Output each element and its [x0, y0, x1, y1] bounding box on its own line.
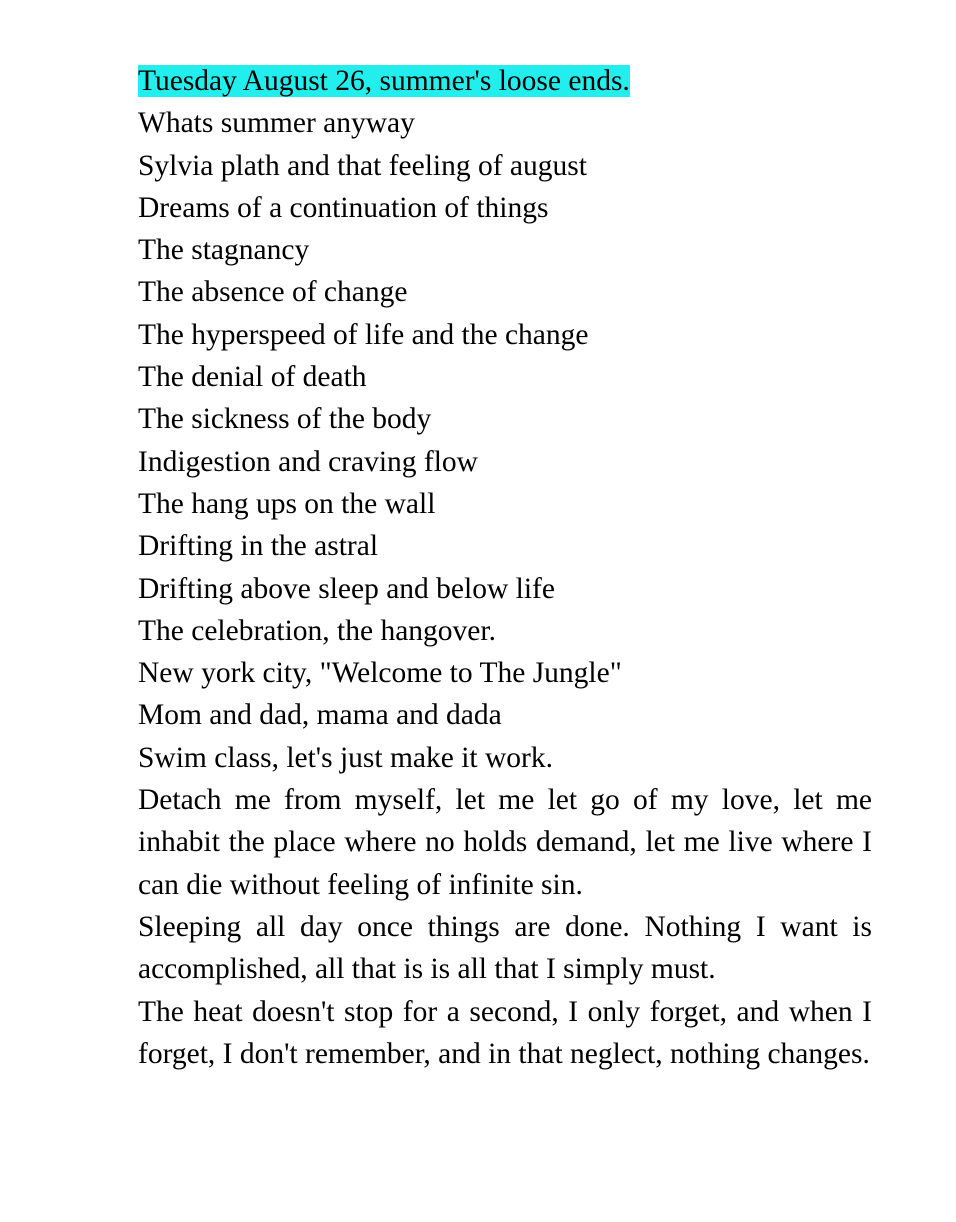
- poem-line: Dreams of a continuation of things: [138, 191, 549, 224]
- poem-line: Sylvia plath and that feeling of august: [138, 149, 587, 182]
- paragraph: The heat doesn't stop for a second, I only forget, and when I forget, I don't remember, and in that neglect, nothing changes.: [138, 995, 872, 1070]
- highlighted-title-line: [138, 60, 872, 102]
- poem-line: The celebration, the hangover.: [138, 614, 496, 647]
- document-title: Tuesday August 26, summer's loose ends.: [138, 65, 630, 97]
- poem-line: Drifting in the astral: [138, 530, 379, 563]
- poem-line: Indigestion and craving flow: [138, 445, 478, 478]
- paragraph: Detach me from myself, let me let go of my love, let me inhabit the place where no holds demand, let me live where I can die without feeling of infinite sin.: [138, 784, 872, 901]
- poem-line: The hang ups on the wall: [138, 487, 436, 520]
- poem-line: Mom and dad, mama and dada: [138, 699, 502, 732]
- poem-line: Swim class, let's just make it work.: [138, 741, 554, 774]
- poem-line: Whats summer anyway: [138, 107, 415, 140]
- poem-line: Drifting above sleep and below life: [138, 572, 555, 605]
- poem-line: The hyperspeed of life and the change: [138, 318, 589, 351]
- poem-line: The denial of death: [138, 361, 367, 394]
- document-body: [138, 60, 872, 1075]
- poem-line: The sickness of the body: [138, 403, 432, 436]
- poem-line: The absence of change: [138, 276, 408, 309]
- poem-line: The stagnancy: [138, 234, 310, 267]
- paragraph: Sleeping all day once things are done. Nothing I want is accomplished, all that is is all that I simply must.: [138, 910, 872, 986]
- poem-line: New york city, "Welcome to The Jungle": [138, 657, 622, 690]
